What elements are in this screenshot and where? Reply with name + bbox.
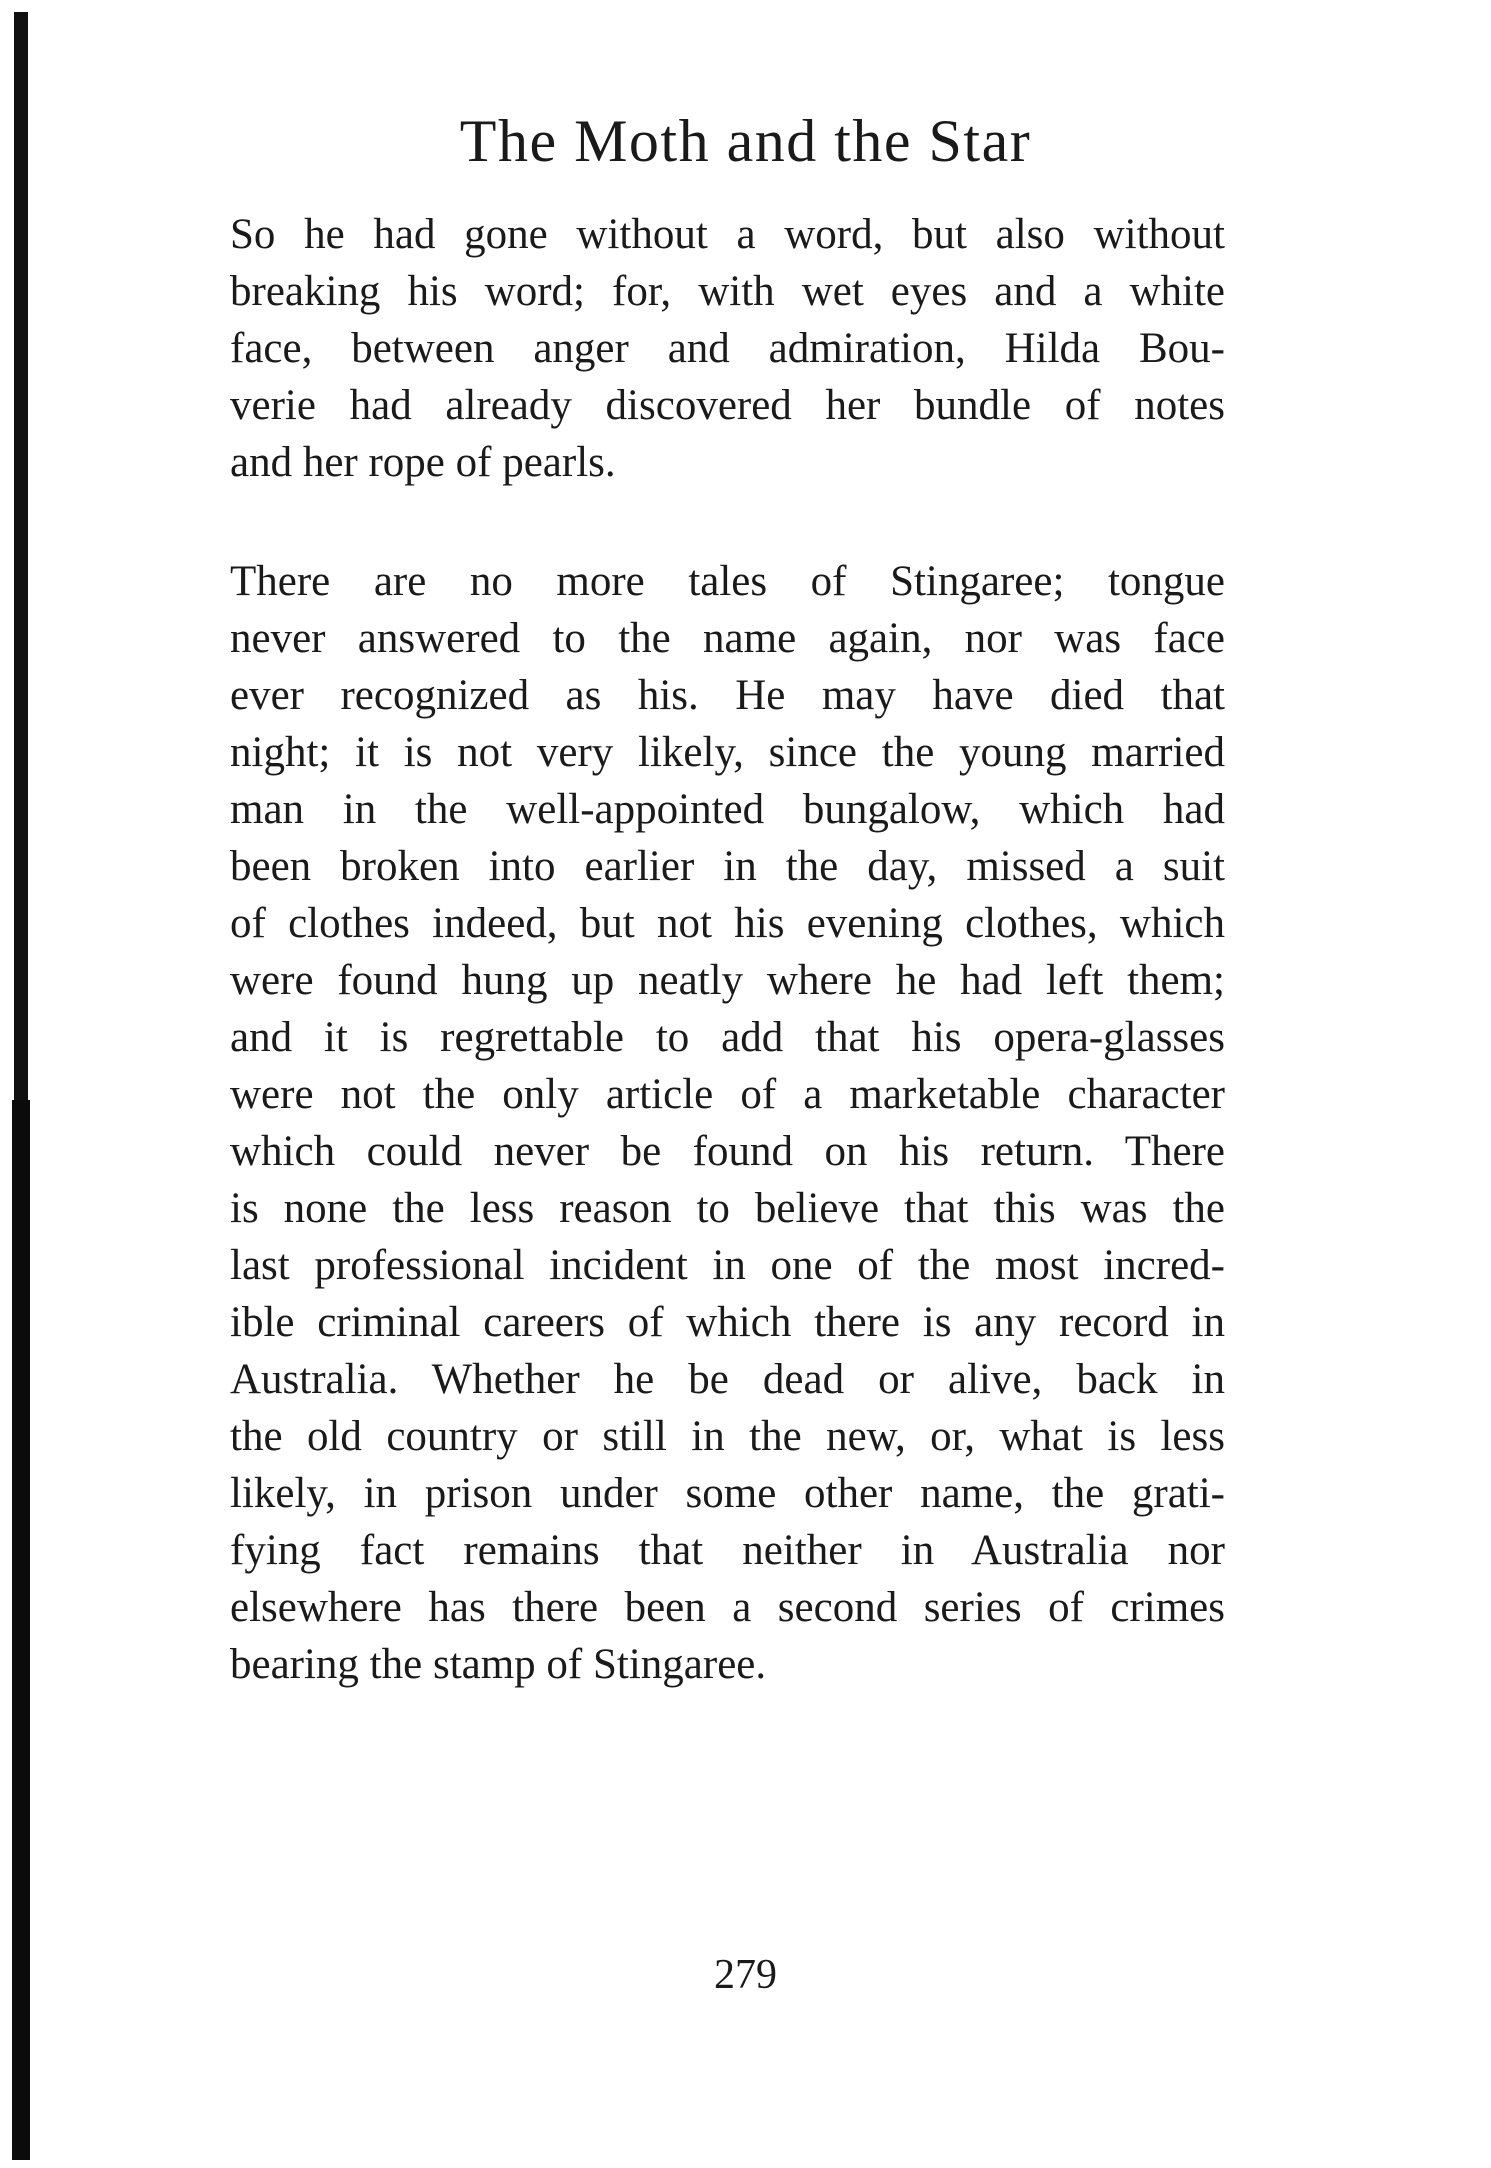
text-line: which could never be found on his return. There <box>230 1128 1225 1175</box>
text-line: and her rope of pearls. <box>230 439 616 486</box>
page-number: 279 <box>714 1952 777 1998</box>
text-line: of clothes indeed, but not his evening clothes, which <box>230 900 1225 947</box>
text-line: and it is regrettable to add that his opera-glasses <box>230 1014 1225 1061</box>
text-line: elsewhere has there been a second series of crimes <box>230 1584 1225 1631</box>
text-line: ible criminal careers of which there is any record in <box>230 1299 1225 1346</box>
text-line: ever recognized as his. He may have died that <box>230 672 1225 719</box>
text-line: So he had gone without a word, but also without <box>230 211 1225 258</box>
paragraph-2 <box>230 553 1225 1693</box>
text-line: There are no more tales of Stingaree; tongue <box>230 558 1225 605</box>
text-line: verie had already discovered her bundle of notes <box>230 382 1225 429</box>
text-line: never answered to the name again, nor was face <box>230 615 1225 662</box>
running-head: The Moth and the Star <box>459 108 1032 174</box>
text-line: likely, in prison under some other name, the grati- <box>230 1470 1225 1517</box>
text-line: fying fact remains that neither in Australia nor <box>230 1527 1225 1574</box>
text-line: were found hung up neatly where he had left them; <box>230 957 1225 1004</box>
text-line: bearing the stamp of Stingaree. <box>230 1641 767 1688</box>
paragraph-1 <box>230 206 1225 491</box>
text-line: the old country or still in the new, or, what is less <box>230 1413 1225 1460</box>
text-line: man in the well-appointed bungalow, which had <box>230 786 1225 833</box>
text-line: is none the less reason to believe that this was the <box>230 1185 1225 1232</box>
text-line: face, between anger and admiration, Hilda Bou- <box>230 325 1225 372</box>
text-line: breaking his word; for, with wet eyes and a white <box>230 268 1225 315</box>
text-line: Australia. Whether he be dead or alive, back in <box>230 1356 1225 1403</box>
text-line: last professional incident in one of the most incred- <box>230 1242 1225 1289</box>
text-line: were not the only article of a marketable character <box>230 1071 1225 1118</box>
page-binding-edge-lower <box>12 1100 30 2160</box>
text-line: night; it is not very likely, since the young married <box>230 729 1225 776</box>
text-line: been broken into earlier in the day, missed a suit <box>230 843 1225 890</box>
